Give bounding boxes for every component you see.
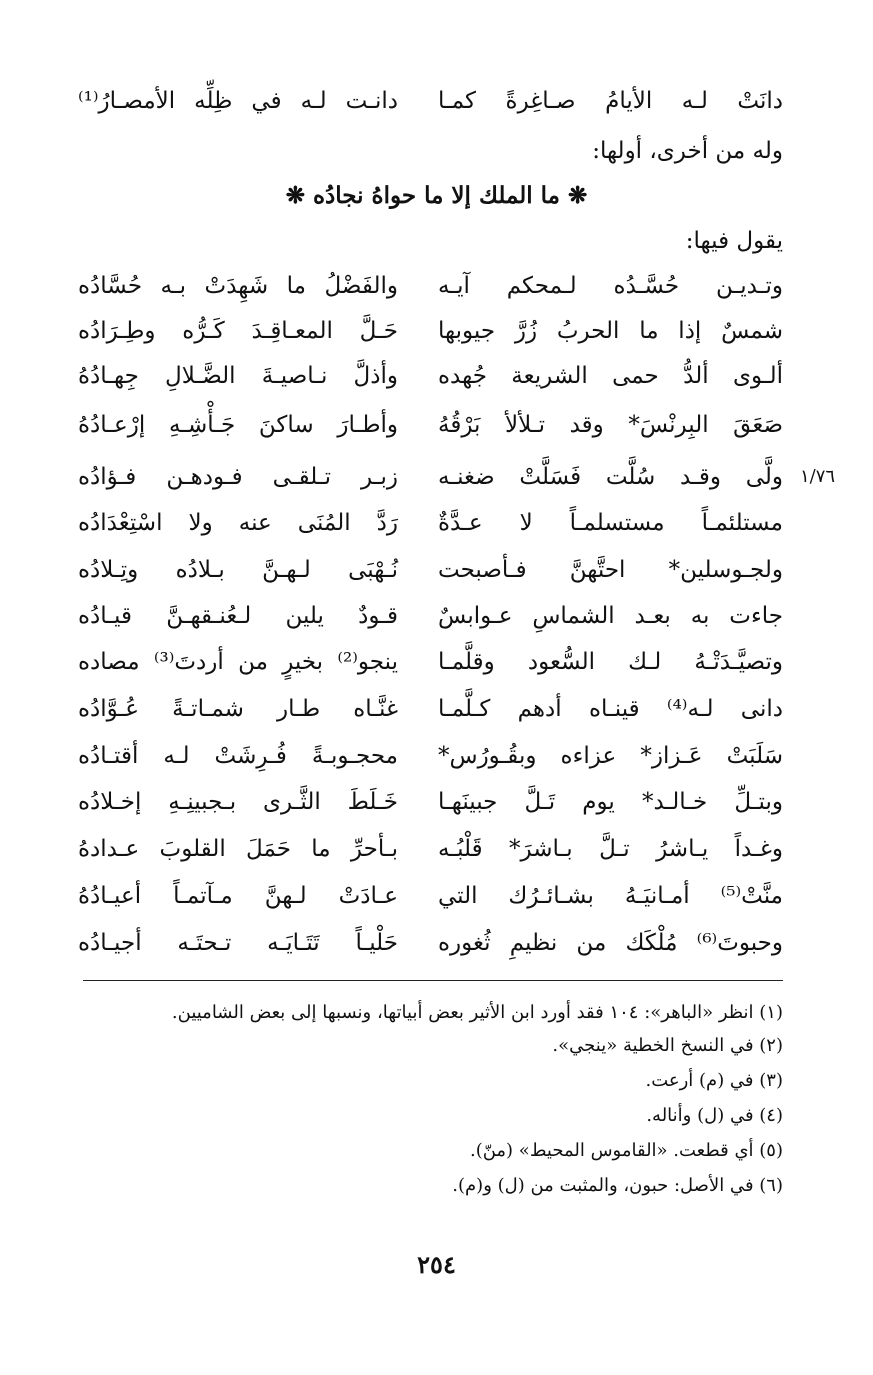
verse-3-first: ألـوى ألدُّ حمى الشريعة جُهده — [438, 363, 783, 389]
verse-9-first: وتصيَّـدَتْـهُ لـك السُّعود وقلَّمـا — [438, 649, 783, 675]
verse-14-second: عـادَتْ لـهنَّ مـآتمـاً أعيـادُهُ — [78, 883, 398, 909]
verse-1-second: والفَضْلُ ما شَهِدَتْ بـه حُسَّادُه — [78, 273, 398, 299]
poem-first-line: ❋ ما الملك إلا ما حواهُ نجادُه ❋ — [285, 182, 588, 209]
verse-13-first: وغـداً يـاشرُ تـلَّ بـاشرَ* قَلْبُـه — [438, 836, 783, 862]
verse-8-first: جاءت به بعـد الشماسِ عـوابسٌ — [438, 603, 783, 629]
verse-13-second: بـأحرِّ ما حَمَلَ القلوبَ عـدادهُ — [78, 836, 398, 862]
verse-2-first: شمسٌ إذا ما الحربُ زُرَّ جيوبها — [438, 318, 783, 344]
verse-7-first: ولجـوسلين* احتَّهنَّ فـأصبحت — [438, 557, 783, 583]
verse-12-first: وبتـلِّ خـالـد* يوم تَـلَّ جبينَهـا — [438, 789, 783, 815]
verse-5-first: ولَّى وقـد سُلَّت فَسَلَّتْ ضغنـه — [438, 464, 783, 490]
footnote-5: (٥) أي قطعت. «القاموس المحيط» (منّ). — [469, 1140, 783, 1161]
verse-12-second: خَـلَطَ الثَّـرى بـجبينِـهِ إخـلادُه — [78, 789, 398, 815]
verse-3-second: وأذلَّ نـاصيـةَ الضَّـلالِ جِهـادُهُ — [78, 363, 398, 389]
verse-4-first: صَعَقَ البِرنْسَ* وقد تـلألأ بَرْقُهُ — [438, 412, 783, 438]
verse-6-first: مستلئمـاً مستسلمـاً لا عـدَّةٌ — [438, 510, 783, 536]
verse-7-second: نُـهْبَى لـهـنَّ بـلادُه وتِـلادُه — [78, 557, 398, 583]
footnote-1: (١) انظر «الباهر»: ١٠٤ فقد أورد ابن الأثير بعض أبياتها، ونسبها إلى بعض الشاميين. — [171, 1002, 783, 1023]
footnote-3: (٣) في (م) أرعت. — [645, 1070, 783, 1091]
verse-8-second: قـودٌ يلين لـعُنـقهـنَّ قيـادُه — [78, 603, 398, 629]
verse-2-second: حَـلَّ المعـاقِـدَ كَـرُّه وطِـرَادُه — [78, 318, 398, 344]
page-number: ٢٥٤ — [417, 1250, 456, 1279]
verse-6-second: رَدَّ المُنَى عنه ولا اسْتِعْدَادُه — [78, 510, 398, 536]
footnote-2: (٢) في النسخ الخطية «ينجي». — [552, 1035, 783, 1056]
says-line: يقول فيها: — [685, 228, 783, 254]
verse-15-first: وحبوتَ⁽⁶⁾ مُلْكَك من نظيمِ ثُغوره — [438, 930, 783, 956]
margin-reference: ١/٧٦ — [800, 466, 836, 487]
verse-15-second: حَلْيـاً تَتَـايَـه تـحتَـه أجيـادُه — [78, 930, 398, 956]
verse-10-second: غنَّـاه طـار شمـاتـةً عُـوَّادُه — [78, 696, 398, 722]
footnote-4: (٤) في (ل) وأناله. — [646, 1105, 783, 1126]
opening-verse-first-hemistich: دانَتْ لـه الأيامُ صـاغِرةً كمـا — [438, 88, 783, 114]
verse-11-first: سَلَبَتْ عَـزاز* عزاءه وبقُـورُس* — [438, 743, 783, 769]
footnote-6: (٦) في الأصل: حبون، والمثبت من (ل) و(م). — [452, 1175, 783, 1196]
footnote-divider — [83, 980, 783, 981]
verse-4-second: وأطـارَ ساكنَ جَـأْشِـهِ إرْعـادُهُ — [78, 412, 398, 438]
intro-line: وله من أخرى، أولها: — [592, 138, 783, 164]
verse-9-second: ينجو⁽²⁾ بخيرٍ من أردتَ⁽³⁾ مصاده — [78, 649, 398, 675]
verse-11-second: محجـوبـةً فُـرِشَتْ لـه أقتـادُه — [78, 743, 398, 769]
verse-1-first: وتـديـن حُسَّـدُه لـمحكم آيـه — [438, 273, 783, 299]
verse-5-second: زبـر تـلقـى فـودهـن فـؤادُه — [78, 464, 398, 490]
opening-verse-second-hemistich: دانـت لـه في ظِلِّه الأمصـارُ⁽¹⁾ — [78, 88, 398, 114]
verse-10-first: دانى لـه⁽⁴⁾ قينـاه أدهم كـلَّمـا — [438, 696, 783, 722]
verse-14-first: منَّتْ⁽⁵⁾ أمـانيَـهُ بشـائـرُك التي — [438, 883, 783, 909]
